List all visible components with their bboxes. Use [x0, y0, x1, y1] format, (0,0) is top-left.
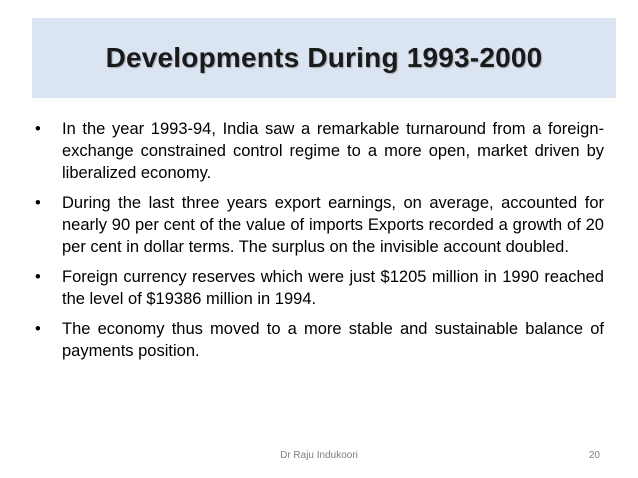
bullet-item [32, 318, 604, 362]
footer-author: Dr Raju Indukoori [280, 450, 358, 461]
bullet-dot-icon: • [35, 194, 41, 212]
slide-title: Developments During 1993-2000 [105, 42, 543, 73]
bullet-dot-icon: • [35, 268, 41, 286]
bullet-dot-icon: • [35, 320, 41, 338]
bullet-item [32, 118, 604, 184]
bullet-dot-icon: • [35, 120, 41, 138]
bullet-item [32, 266, 604, 310]
title-band [32, 18, 616, 98]
bullet-item [32, 192, 604, 258]
bullet-text: During the last three years export earnings, on average, accounted for nearly 90 per cent of the value of imports Exports recorded a growth of 20 per cent in dollar terms. The surplus on the invisible account doubled. [62, 194, 604, 256]
bullet-list [32, 118, 604, 370]
bullet-text: Foreign currency reserves which were just $1205 million in 1990 reached the level of $19386 million in 1994. [62, 268, 604, 308]
bullet-text: The economy thus moved to a more stable and sustainable balance of payments position. [62, 320, 604, 360]
bullet-text: In the year 1993-94, India saw a remarkable turnaround from a foreign-exchange constrained control regime to a more open, market driven by liberalized economy. [62, 120, 604, 182]
page-number: 20 [588, 450, 600, 461]
